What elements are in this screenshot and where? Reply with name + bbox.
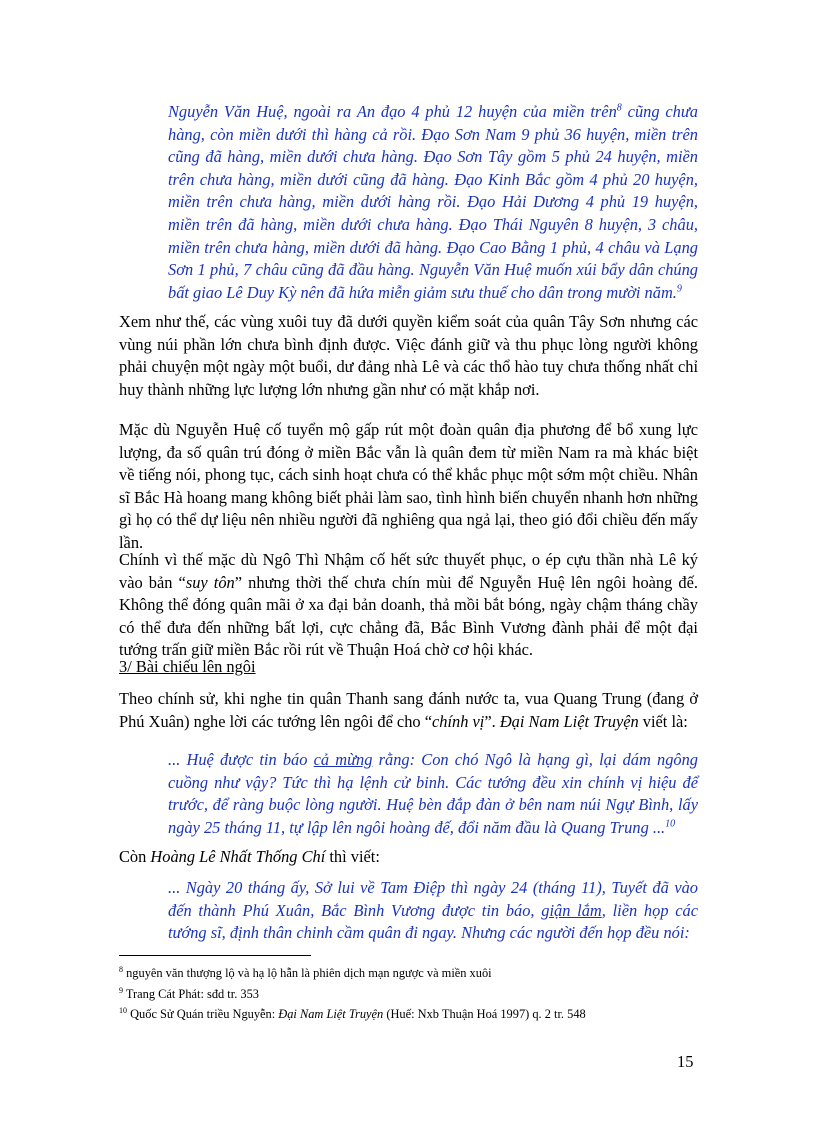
text-run: ”. [484, 711, 500, 731]
paragraph [119, 549, 698, 662]
footnote-text: nguyên văn thượng lộ và hạ lộ hẫn là phiên dịch mạn ngược và miền xuôi [126, 966, 492, 980]
quote-text: rằng: Con chó Ngô là hạng gì, lại dám ngông cuồng như vậy? Tức thì hạ lệnh cử binh. Các tướng đều xin chính vị hiệu để trước, để ràng buộc lòng người. Huệ bèn đắp đàn ở bên nam núi Ngự Bình, lấy ngày 25 tháng 11, tự lập lên ngôi hoàng đế, đổi năm đầu là Quang Trung ... [168, 750, 698, 837]
quote-text: cũng chưa hàng, còn miền dưới thì hàng cả rồi. Đạo Sơn Nam 9 phủ 36 huyện, miền trên cũng đã hàng, miền dưới chưa hàng. Đạo Sơn Tây gồm 5 phủ 24 huyện, miền trên chưa hàng, miền dưới cũng đã hàng. Đạo Kinh Bắc gồm 4 phủ 20 huyện, miền trên chưa hàng, miền dưới hàng rồi. Đạo Hải Dương 4 phủ 19 huyện, miền trên đã hàng, miền dưới chưa hàng. Đạo Thái Nguyên 8 huyện, 3 châu, miền trên chưa hàng, miền dưới đã hàng. Đạo Cao Bằng 1 phủ, 4 châu và Lạng Sơn 1 phủ, 7 châu cũng đã đầu hàng. Nguyễn Văn Huệ muốn xúi bẩy dân chúng bất giao Lê Duy Kỳ nên đã hứa miễn giảm sưu thuế cho dân trong mười năm. [168, 102, 698, 302]
footnote-ref[interactable]: 10 [665, 818, 676, 830]
text-run: thì viết: [325, 847, 380, 866]
footnote-number: 10 [119, 1005, 127, 1015]
paragraph: Mặc dù Nguyễn Huệ cố tuyển mộ gấp rút một đoàn quân địa phương để bổ xung lực lượng, đa số quân trú đóng ở miền Bắc vẫn là quân đem từ miền Nam ra mà khác biệt về tiếng nói, phong tục, cách sinh hoạt chưa có thể khắc phục một sớm một chiều. Nhân sĩ Bắc Hà hoang mang không biết phải làm sao, tình hình biến chuyển nhanh hơn những gì họ có thể dự liệu nên nhiều người đã nghiêng qua ngả lại, theo gió đổi chiều đến mấy lần. [119, 420, 698, 552]
footnote-text: Trang Cát Phát: sđd tr. 353 [125, 987, 259, 1001]
underlined-text: giận lắm [541, 900, 602, 920]
footnote-10 [119, 1006, 586, 1022]
italic-term: chính vị [431, 711, 485, 731]
quote-text: Nguyễn Văn Huệ, ngoài ra An đạo 4 phủ 12 huyện của miền trên [168, 102, 617, 121]
quote-text: , liền họp các tướng sĩ, định thân chinh cầm quân đi ngay. Nhưng các người đến họp đều nói: [168, 900, 699, 943]
book-title: Hoàng Lê Nhất Thống Chí [150, 847, 326, 866]
quote-text: ... Huệ được tin báo [168, 750, 314, 769]
footnote-number: 9 [119, 985, 123, 995]
footnote-9 [119, 986, 259, 1002]
quote-text: ... Ngày 20 tháng ấy, Sở lui về Tam Điệp thì ngày 24 (tháng 11), Tuyết đã vào đến thành Phú Xuân, Bắc Bình Vương được tin báo, [168, 878, 698, 920]
footnote-divider [119, 955, 311, 956]
book-title: Đại Nam Liệt Truyện [278, 1007, 384, 1021]
text-run: viết là: [638, 711, 688, 731]
book-title: Đại Nam Liệt Truyện [499, 711, 639, 731]
footnote-text: (Huế: Nxb Thuận Hoá 1997) q. 2 tr. 548 [383, 1007, 586, 1021]
italic-term: suy tôn [185, 572, 235, 592]
quote-block-provinces [168, 101, 698, 304]
footnote-number: 8 [119, 964, 123, 974]
page-number: 15 [677, 1052, 694, 1071]
footnote-8 [119, 965, 492, 981]
quote-block-dai-nam [168, 749, 698, 839]
paragraph: Xem như thế, các vùng xuôi tuy đã dưới quyền kiểm soát của quân Tây Sơn nhưng các vùng núi phần lớn chưa bình định được. Việc đánh giữ và thu phục lòng người không phải chuyện một ngày một buổi, dư đảng nhà Lê và các thổ hào tuy chưa thống nhất chỉ huy thành những lực lượng lớn nhưng gần như có mặt khắp nơi. [119, 312, 698, 399]
section-heading: 3/ Bài chiếu lên ngôi [119, 657, 256, 676]
text-run: Theo chính sử, khi nghe tin quân Thanh sang đánh nước ta, vua Quang Trung (đang ở Phú Xuân) nghe lời các tướng lên ngôi để cho “ [119, 689, 698, 731]
text-run: ” nhưng thời thế chưa chín mùi để Nguyễn Huệ lên ngôi hoàng đế. Không thể đóng quân mãi ở xa đại bản doanh, thả mồi bắt bóng, ngày chậm tháng chầy có thể đưa đến những bất lợi, cực chẳng đã, Bắc Bình Vương đành phải để một đại tướng trấn giữ miền Bắc rồi rút về Thuận Hoá chờ cơ hội khác. [119, 572, 698, 660]
footnote-ref[interactable]: 8 [616, 102, 622, 114]
paragraph [119, 688, 698, 733]
footnote-ref[interactable]: 9 [676, 283, 682, 295]
footnote-text: Quốc Sử Quán triều Nguyễn: [130, 1007, 279, 1021]
text-run: Chính vì thế mặc dù Ngô Thì Nhậm cố hết sức thuyết phục, o ép cựu thần nhà Lê ký vào bản “ [119, 550, 698, 592]
underlined-text: cả mừng [313, 750, 373, 769]
paragraph [119, 846, 698, 869]
quote-block-hoang-le [168, 877, 698, 945]
text-run: Còn [119, 847, 151, 866]
